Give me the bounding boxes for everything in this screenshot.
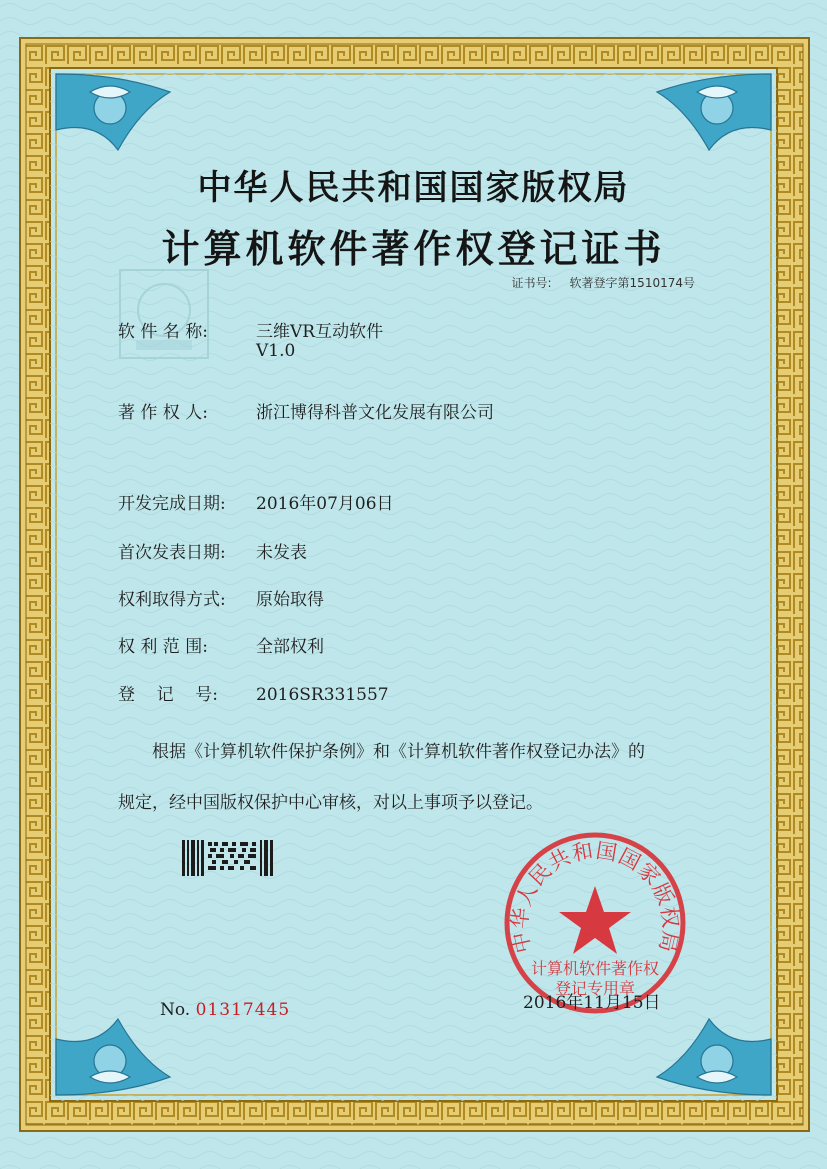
barcode-image [182,838,274,878]
seal-ring-text: 中华人民共和国国家版权局 [507,838,683,956]
field-completion-date [118,489,394,514]
embossed-watermark [118,268,210,360]
field-software-version: V1.0 [256,341,296,361]
field-value: 2016SR331557 [256,685,389,705]
certificate-number [512,274,696,291]
serial-number [160,1000,290,1020]
field-value: 三维VR互动软件 [256,322,384,342]
serial-number-label: No. [160,1000,191,1020]
field-label: 著 作 权 人: [118,403,208,423]
field-label: 登 记 号: [118,685,218,705]
body-paragraph-line-1: 根据《计算机软件保护条例》和《计算机软件著作权登记办法》的 [152,742,645,762]
certificate-number-value: 软著登字第1510174号 [569,276,695,290]
field-label: 开发完成日期: [118,494,226,514]
field-copyright-owner [118,398,494,423]
field-rights-scope [118,632,324,657]
field-acquisition-method [118,585,324,610]
field-label: 软 件 名 称: [118,322,208,342]
seal-line-1: 计算机软件著作权 [530,959,660,978]
field-registration-number [118,680,389,705]
serial-number-value: 01317445 [195,1000,291,1020]
seal-line-2: 登记专用章 [554,979,636,998]
field-value: 浙江博得科普文化发展有限公司 [256,403,494,423]
field-software-name [118,317,383,342]
field-label: 权 利 范 围: [118,637,208,657]
certificate-number-label: 证书号: [511,276,552,290]
field-value: 2016年07月06日 [256,494,394,514]
field-value: 未发表 [256,543,307,563]
issue-date: 2016年11月15日 [523,993,661,1013]
body-paragraph-line-2: 规定，经中国版权保护中心审核，对以上事项予以登记。 [118,793,543,813]
field-value: 全部权利 [256,637,324,657]
field-first-publication-date [118,538,307,563]
star-icon [559,886,631,954]
certificate-title: 计算机软件著作权登记证书 [161,227,666,271]
issuer-title: 中华人民共和国国家版权局 [197,168,630,208]
field-value: 原始取得 [256,590,324,610]
field-label: 权利取得方式: [118,590,226,610]
field-label: 首次发表日期: [118,543,226,563]
